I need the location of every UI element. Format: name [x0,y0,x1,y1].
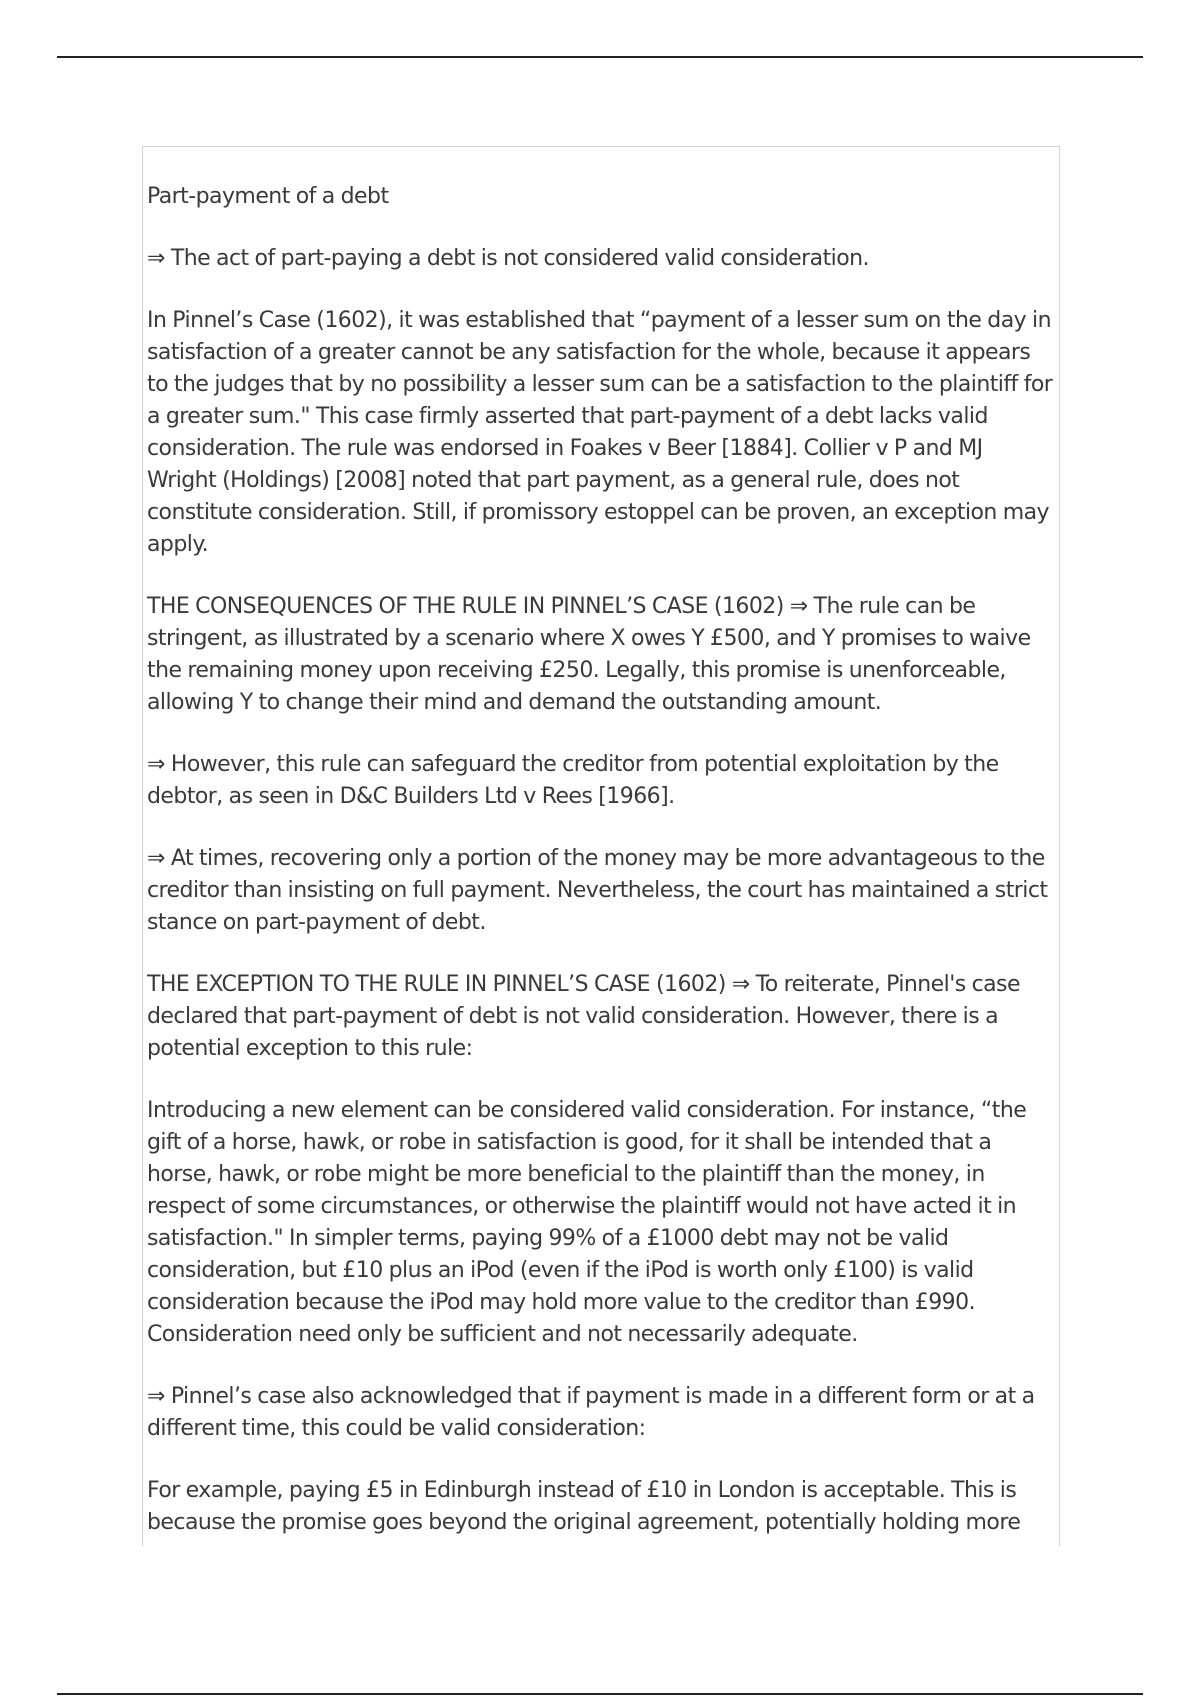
paragraph: ⇒ The act of part-paying a debt is not considered valid consideration. [147,246,869,271]
paragraph: ⇒ Pinnel’s case also acknowledged that if payment is made in a different form or at a different time, this could be valid consideration: [147,1384,1035,1441]
page-bottom-rule [57,1693,1143,1695]
document-frame [142,146,1060,1546]
document-body [143,147,1059,1539]
page-top-rule [57,56,1143,58]
paragraph: THE CONSEQUENCES OF THE RULE IN PINNEL’S CASE (1602) ⇒ The rule can be stringent, as illustrated by a scenario where X owes Y £500, and Y promises to waive the remaining money upon receiving £250. Legally, this promise is unenforceable, allowing Y to change their mind and demand the outstanding amount. [147,594,1031,715]
paragraph: For example, paying £5 in Edinburgh instead of £10 in London is acceptable. This is because the promise goes beyond the original agreement, potentially holding more [147,1478,1021,1535]
paragraph: ⇒ At times, recovering only a portion of the money may be more advantageous to the creditor than insisting on full payment. Nevertheless, the court has maintained a strict stance on part-payment of debt. [147,846,1048,935]
paragraph: ⇒ However, this rule can safeguard the creditor from potential exploitation by the debtor, as seen in D&C Builders Ltd v Rees [1966]. [147,752,999,809]
paragraph: THE EXCEPTION TO THE RULE IN PINNEL’S CASE (1602) ⇒ To reiterate, Pinnel's case declared that part-payment of debt is not valid consideration. However, there is a potential exception to this rule: [147,972,1020,1061]
section-heading: Part-payment of a debt [147,184,389,209]
paragraph: Introducing a new element can be considered valid consideration. For instance, “the gift of a horse, hawk, or robe in satisfaction is good, for it shall be intended that a horse, hawk, or robe might be more beneficial to the plaintiff than the money, in respect of some circumstances, or otherwise the plaintiff would not have acted it in satisfaction." In simpler terms, paying 99% of a £1000 debt may not be valid consideration, but £10 plus an iPod (even if the iPod is worth only £100) is valid consideration because the iPod may hold more value to the creditor than £990. Consideration need only be sufficient and not necessarily adequate. [147,1098,1027,1347]
paragraph: In Pinnel’s Case (1602), it was established that “payment of a lesser sum on the day in satisfaction of a greater cannot be any satisfaction for the whole, because it appears to the judges that by no possibility a lesser sum can be a satisfaction to the plaintiff for a greater sum." This case firmly asserted that part-payment of a debt lacks valid consideration. The rule was endorsed in Foakes v Beer [1884]. Collier v P and MJ Wright (Holdings) [2008] noted that part payment, as a general rule, does not constitute consideration. Still, if promissory estoppel can be proven, an exception may apply. [147,308,1053,557]
